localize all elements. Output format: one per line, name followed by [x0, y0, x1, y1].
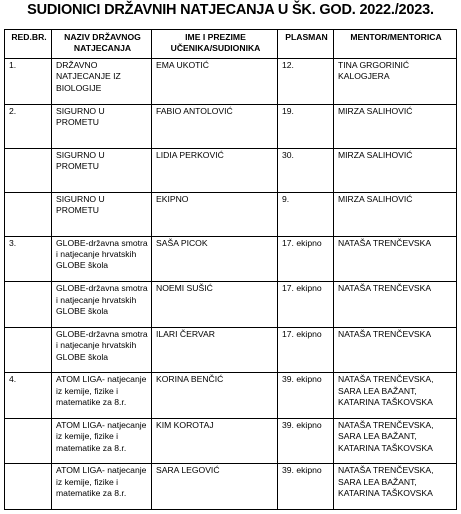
table-row [5, 464, 457, 510]
table-row [5, 327, 457, 373]
table-row [5, 282, 457, 328]
table-row [5, 192, 457, 236]
cell-mentor [334, 373, 457, 419]
cell-student-text: EMA UKOTIĆ [156, 60, 210, 70]
cell-placement [278, 148, 334, 192]
cell-competition-text: GLOBE-državna smotra i natjecanje hrvatskih GLOBE škola [56, 283, 148, 316]
cell-competition [52, 104, 152, 148]
cell-mentor-text: NATAŠA TRENČEVSKA [338, 283, 432, 294]
cell-placement [278, 104, 334, 148]
cell-placement-text: 17. ekipno [282, 283, 322, 294]
cell-mentor-text: MIRZA SALIHOVIĆ [338, 149, 413, 160]
cell-student-text: SARA LEGOVIĆ [156, 465, 220, 476]
cell-ordinal [5, 59, 52, 105]
cell-mentor [334, 464, 457, 510]
cell-mentor [334, 148, 457, 192]
cell-ordinal [5, 373, 52, 419]
cell-placement [278, 282, 334, 328]
cell-competition-text: GLOBE-državna smotra i natjecanje hrvatskih GLOBE škola [56, 328, 148, 362]
cell-placement [278, 236, 334, 282]
header-competition: NAZIV DRŽAVNOG NATJECANJA [52, 30, 152, 59]
cell-placement-text: 39. ekipno [282, 465, 322, 476]
header-mentor: MENTOR/MENTORICA [334, 30, 457, 59]
cell-placement-text: 39. ekipno [282, 419, 322, 430]
cell-mentor-text: NATAŠA TRENČEVSKA [338, 237, 432, 248]
table-body [5, 59, 457, 510]
cell-placement-text: 17. ekipno [282, 328, 322, 339]
cell-mentor [334, 104, 457, 148]
cell-competition [52, 373, 152, 419]
cell-student-text: LIDIA PERKOVIĆ [156, 149, 224, 160]
cell-ordinal-text: 4. [9, 374, 17, 385]
table-row [5, 373, 457, 419]
cell-student-text: KIM KOROTAJ [156, 419, 214, 430]
table-row [5, 148, 457, 192]
cell-placement-text: 19. [282, 105, 294, 116]
cell-placement-text: 17. ekipno [282, 237, 322, 248]
page-title: SUDIONICI DRŽAVNIH NATJECANJA U ŠK. GOD. 2022./2023. [27, 2, 434, 18]
table-row [5, 418, 457, 464]
cell-ordinal [5, 192, 52, 236]
cell-student-text: KORINA BENČIĆ [156, 374, 224, 385]
cell-competition-text: SIGURNO U PROMETU [56, 105, 105, 127]
cell-mentor-text: NATAŠA TRENČEVSKA, SARA LEA BAŽANT, KATARINA TAŠKOVSKA [338, 374, 434, 408]
cell-mentor-text: MIRZA SALIHOVIĆ [338, 193, 413, 204]
cell-competition [52, 282, 152, 328]
cell-ordinal [5, 327, 52, 373]
cell-placement [278, 373, 334, 419]
cell-mentor [334, 236, 457, 282]
cell-mentor-text: NATAŠA TRENČEVSKA [338, 328, 432, 339]
cell-competition [52, 327, 152, 373]
cell-student [152, 464, 278, 510]
cell-mentor [334, 418, 457, 464]
cell-competition [52, 59, 152, 105]
cell-mentor-text: MIRZA SALIHOVIĆ [338, 105, 413, 116]
cell-competition-text: GLOBE-državna smotra i natjecanje hrvatskih GLOBE škola [56, 237, 148, 271]
cell-placement [278, 192, 334, 236]
cell-mentor [334, 282, 457, 328]
header-row [5, 30, 457, 59]
cell-competition [52, 464, 152, 510]
cell-student [152, 148, 278, 192]
cell-placement-text: 9. [282, 193, 290, 204]
header-student: IME I PREZIME UČENIKA/SUDIONIKA [152, 30, 278, 59]
cell-mentor-text: TINA GRGORINIĆ KALOGJERA [338, 60, 410, 82]
table-row [5, 236, 457, 282]
cell-ordinal-text: 1. [9, 60, 17, 70]
cell-student [152, 418, 278, 464]
cell-mentor-text: NATAŠA TRENČEVSKA, SARA LEA BAŽANT, KATARINA TAŠKOVSKA [338, 465, 434, 499]
cell-competition [52, 236, 152, 282]
cell-mentor [334, 192, 457, 236]
cell-placement-text: 30. [282, 149, 294, 160]
cell-student [152, 282, 278, 328]
cell-placement [278, 59, 334, 105]
cell-placement-text: 39. ekipno [282, 374, 322, 385]
table-row [5, 104, 457, 148]
cell-ordinal [5, 282, 52, 328]
cell-competition-text: SIGURNO U PROMETU [56, 193, 105, 215]
cell-mentor [334, 327, 457, 373]
cell-student [152, 327, 278, 373]
cell-competition-text: DRŽAVNO NATJECANJE IZ BIOLOGIJE [56, 60, 121, 93]
cell-mentor-text: NATAŠA TRENČEVSKA, SARA LEA BAŽANT, KATARINA TAŠKOVSKA [338, 419, 434, 453]
cell-student-text: FABIO ANTOLOVIĆ [156, 105, 233, 116]
cell-student [152, 104, 278, 148]
cell-student-text: EKIPNO [156, 193, 189, 204]
cell-student-text: ILARI ČERVAR [156, 328, 215, 339]
cell-competition-text: SIGURNO U PROMETU [56, 149, 105, 171]
cell-student-text: NOEMI SUŠIĆ [156, 283, 213, 294]
cell-ordinal-text: 2. [9, 105, 17, 116]
cell-competition-text: ATOM LIGA- natjecanje iz kemije, fizike i matematike za 8.r. [56, 419, 147, 453]
table-row [5, 59, 457, 105]
cell-student [152, 59, 278, 105]
cell-competition-text: ATOM LIGA- natjecanje iz kemije, fizike i matematike za 8.r. [56, 374, 147, 408]
cell-competition-text: ATOM LIGA- natjecanje iz kemije, fizike i matematike za 8.r. [56, 465, 147, 499]
cell-student [152, 192, 278, 236]
cell-placement-text: 12. [282, 60, 294, 70]
cell-ordinal [5, 104, 52, 148]
cell-placement [278, 464, 334, 510]
cell-placement [278, 418, 334, 464]
cell-placement [278, 327, 334, 373]
cell-ordinal [5, 148, 52, 192]
cell-competition [52, 148, 152, 192]
header-ordinal: RED.BR. [5, 30, 52, 59]
competition-results-table [4, 29, 457, 510]
cell-ordinal [5, 236, 52, 282]
cell-ordinal [5, 418, 52, 464]
cell-mentor [334, 59, 457, 105]
cell-ordinal-text: 3. [9, 237, 17, 248]
header-placement: PLASMAN [278, 30, 334, 59]
cell-competition [52, 192, 152, 236]
cell-ordinal [5, 464, 52, 510]
cell-student [152, 373, 278, 419]
cell-student [152, 236, 278, 282]
cell-student-text: SAŠA PICOK [156, 237, 208, 248]
cell-competition [52, 418, 152, 464]
